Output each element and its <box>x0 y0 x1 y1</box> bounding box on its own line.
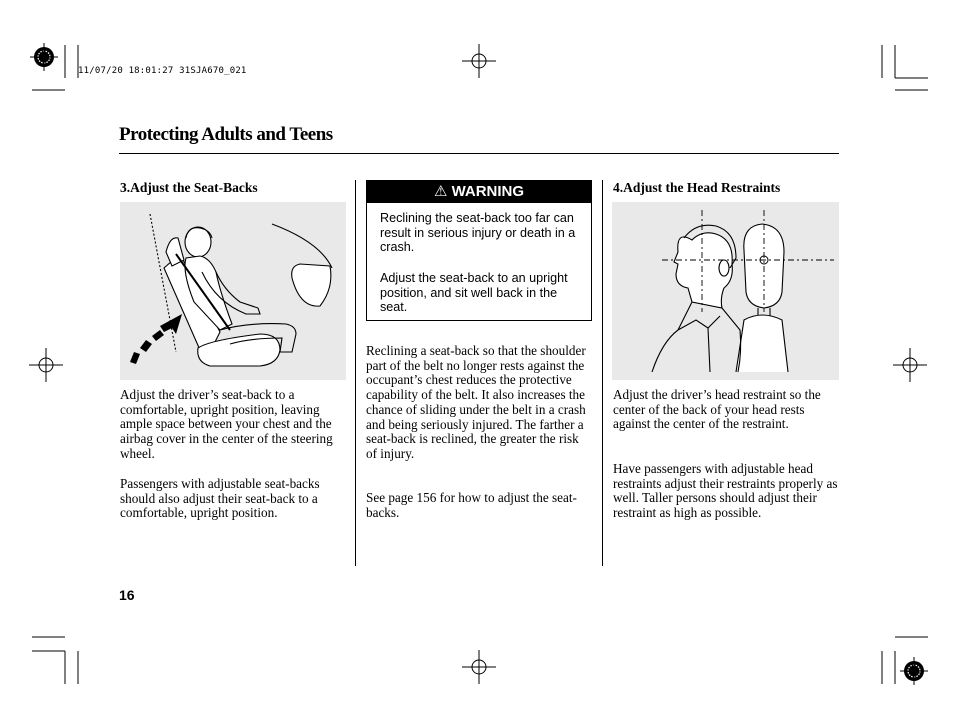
seat-back-paragraph-1: Adjust the driver’s seat-back to a comfortable, upright position, leaving ample space between your chest and the airbag cover in the center of the steering wheel. <box>120 387 333 461</box>
page-title: Protecting Adults and Teens <box>119 124 333 145</box>
head-restraint-paragraph-1: Adjust the driver’s head restraint so the center of the back of your head rests against the center of the restraint. <box>613 387 821 432</box>
warning-paragraph-1: Reclining the seat-back too far can result in serious injury or death in a crash. <box>380 211 576 255</box>
warning-triangle-icon: ⚠ <box>433 183 448 200</box>
warning-label: WARNING <box>451 183 525 200</box>
column-divider <box>602 180 603 566</box>
head-restraint-illustration <box>612 202 839 380</box>
head-restraint-paragraph-2: Have passengers with adjustable head restraints adjust their restraints properly as well. Taller persons should adjust their restraint as high as possible. <box>613 461 838 521</box>
see-page-reference: See page 156 for how to adjust the seat-backs. <box>366 490 577 520</box>
recline-risk-paragraph: Reclining a seat-back so that the shoulder part of the belt no longer rests against the occupant’s chest reduces the protective capability of the belt. It also increases the chance of sliding under the belt in a crash and being seriously injured. The farther a seat-back is reclined, the greater the risk of injury. <box>366 343 586 461</box>
column-divider <box>355 180 356 566</box>
page-number: 16 <box>119 587 135 603</box>
warning-header <box>367 181 591 203</box>
section-heading-seat-backs: 3.Adjust the Seat-Backs <box>120 180 258 195</box>
title-underline <box>119 153 839 154</box>
section-heading-head-restraints: 4.Adjust the Head Restraints <box>613 180 781 195</box>
warning-box <box>366 180 592 321</box>
print-metadata: 11/07/20 18:01:27 31SJA670_021 <box>78 66 247 76</box>
seat-back-paragraph-2: Passengers with adjustable seat-backs should also adjust their seat-back to a comfortable, upright position. <box>120 476 320 521</box>
warning-paragraph-2: Adjust the seat-back to an upright position, and sit well back in the seat. <box>380 271 568 315</box>
seat-back-illustration <box>120 202 346 380</box>
